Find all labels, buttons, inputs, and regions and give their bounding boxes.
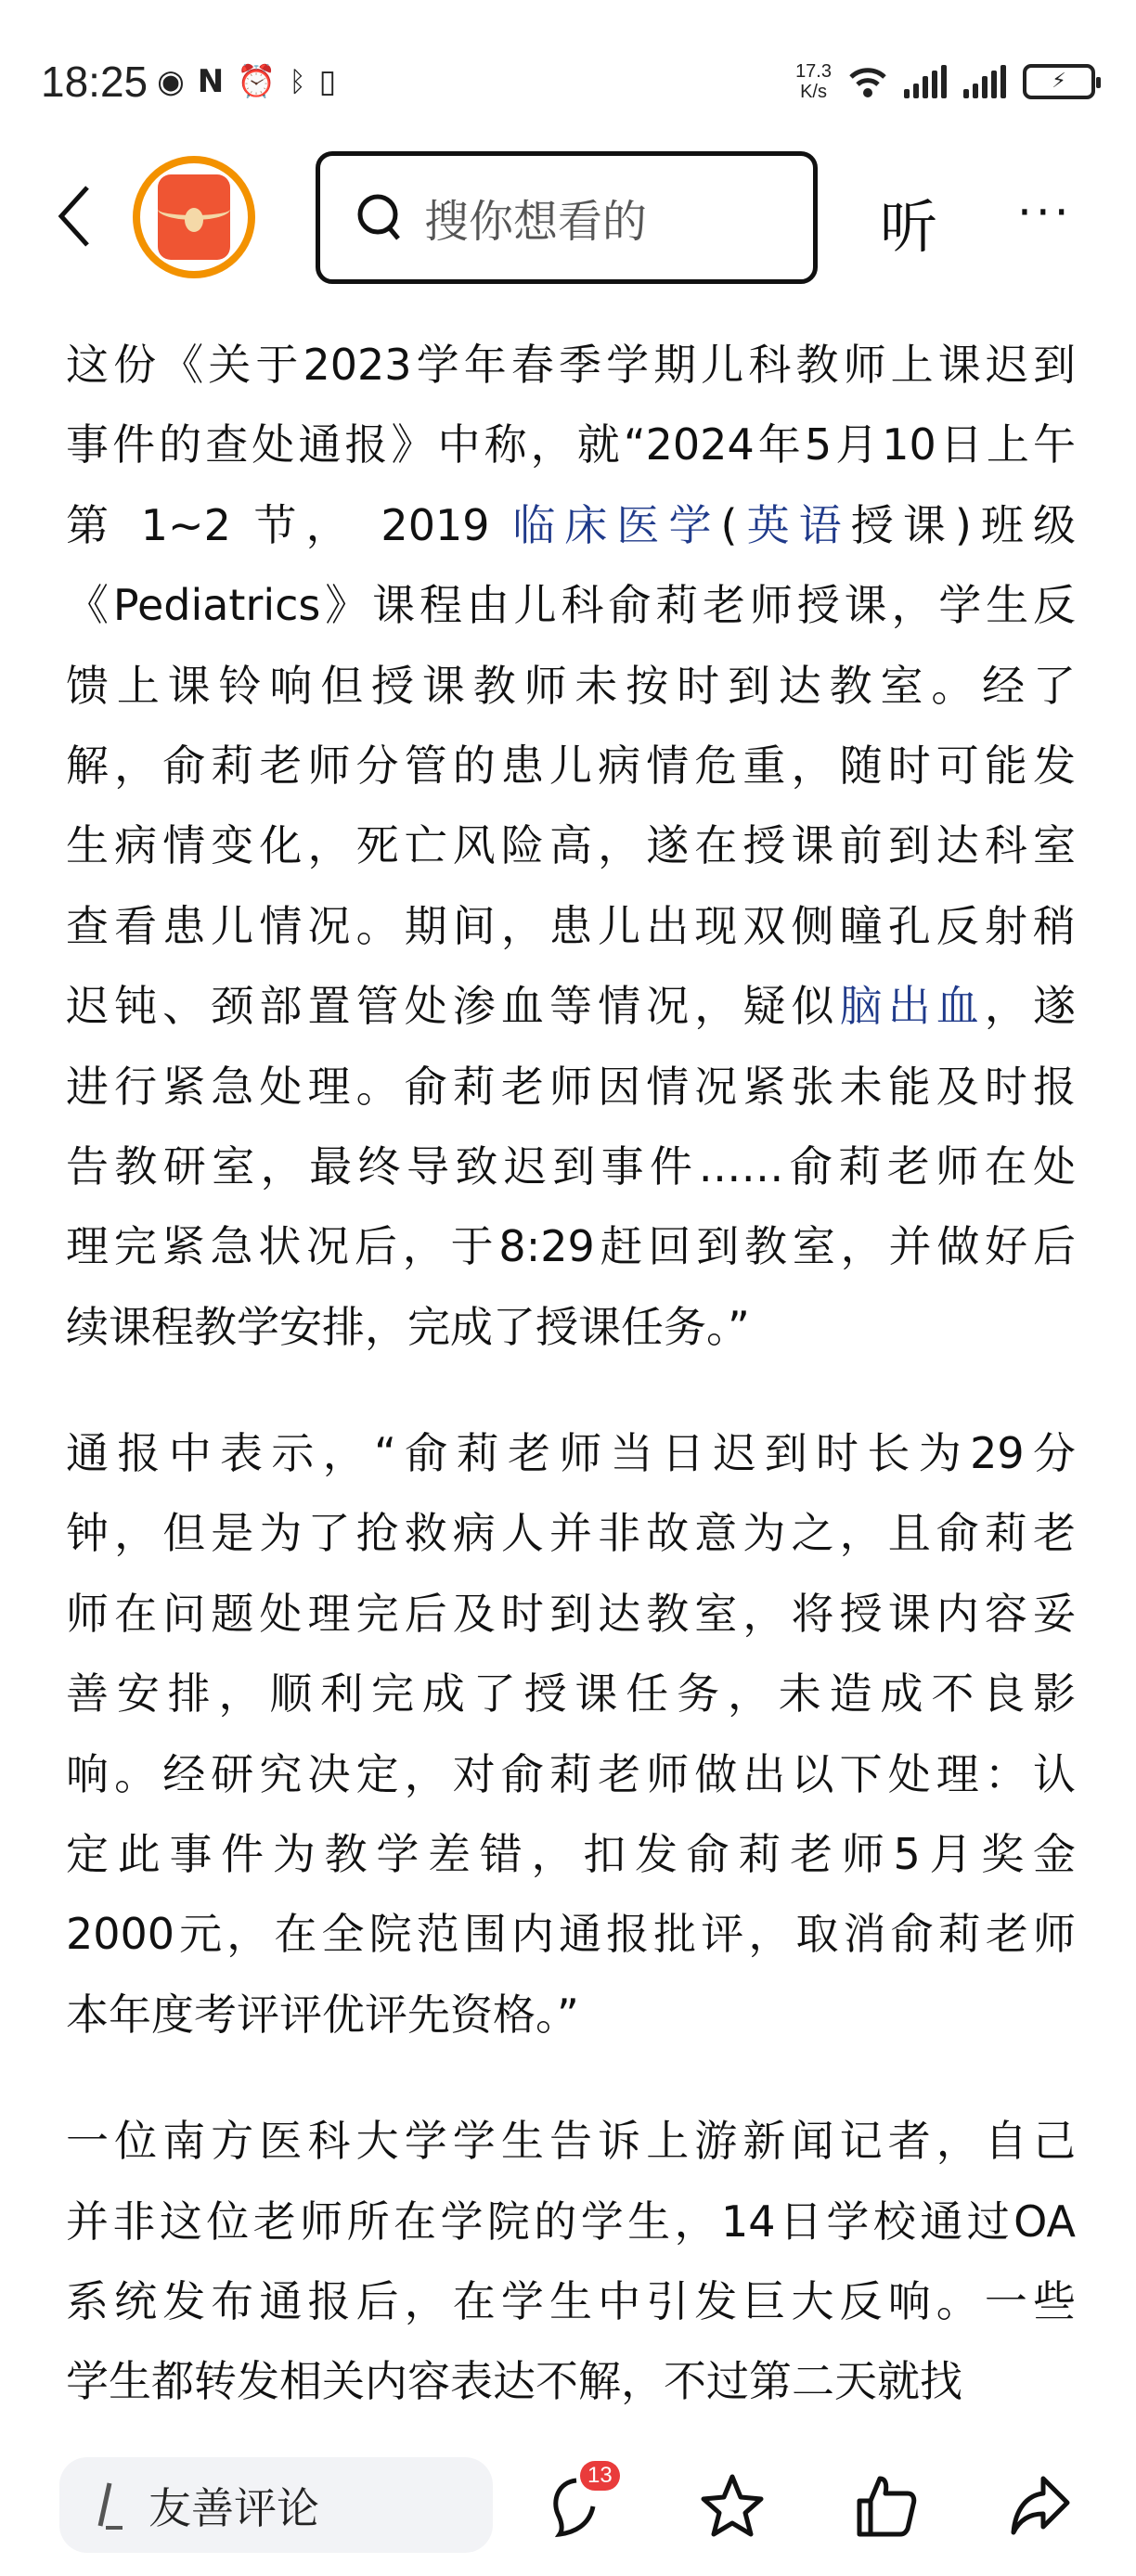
share-button[interactable]: [1003, 2468, 1078, 2543]
text-segment: 善安排，顺利完成了授课任务，未造成不良影: [66, 1668, 1076, 1719]
pen-icon: [97, 2479, 124, 2531]
text-segment: 进行紧急处理。俞莉老师因情况紧张未能及时报: [66, 1061, 1076, 1112]
text-line: [66, 1734, 1076, 1814]
battery-icon: ⚡: [1023, 64, 1095, 99]
text-line: [66, 1127, 1076, 1206]
text-line: [66, 485, 1076, 565]
text-segment: 授课)班级: [850, 499, 1077, 550]
wifi-icon: [848, 64, 887, 99]
text-line: [66, 1894, 1076, 1974]
text-line: [66, 1814, 1076, 1894]
article-paragraph: [66, 325, 1076, 1367]
text-line: [66, 805, 1076, 885]
text-line: [66, 2182, 1076, 2261]
app-logo-red-envelope[interactable]: [133, 156, 255, 278]
eye-icon: ◉: [157, 63, 185, 100]
text-line: [66, 325, 1076, 405]
listen-button[interactable]: 听: [880, 193, 938, 261]
comments-button[interactable]: [541, 2463, 615, 2543]
status-bar: [41, 54, 1095, 109]
like-button[interactable]: [849, 2468, 923, 2543]
nfc-icon: N: [197, 63, 225, 100]
back-button[interactable]: [54, 184, 95, 249]
text-segment: 学生都转发相关内容表达不解，不过第二天就找: [66, 2356, 962, 2407]
text-segment: 系统发布通报后，在学生中引发巨大反响。一些: [66, 2275, 1076, 2326]
text-segment: ，遂: [984, 981, 1077, 1032]
search-placeholder: 搜你想看的: [424, 196, 648, 248]
text-segment: 事件的查处通报》中称，就“2024年5月10日上午: [66, 419, 1076, 470]
text-segment: 续课程教学安排，完成了授课任务。”: [66, 1301, 750, 1352]
comment-placeholder: 友善评论: [148, 2482, 319, 2533]
more-options-button[interactable]: ···: [1017, 186, 1073, 239]
signal-icon-2: [963, 65, 1006, 98]
text-segment: 馈上课铃响但授课教师未按时到达教室。经了: [66, 660, 1076, 711]
comment-input[interactable]: [59, 2457, 493, 2553]
comment-count-badge: 13: [580, 2461, 620, 2491]
keyword-link[interactable]: 临床医学: [512, 499, 721, 550]
article-body: [66, 325, 1076, 2468]
text-line: [66, 405, 1076, 484]
article-paragraph: [66, 2101, 1076, 2422]
text-line: [66, 1206, 1076, 1286]
text-segment: 解，俞莉老师分管的患儿病情危重，随时可能发: [66, 740, 1076, 791]
search-input[interactable]: [316, 151, 818, 284]
text-segment: 2000元，在全院范围内通报批评，取消俞莉老师: [66, 1909, 1076, 1960]
text-segment: 《Pediatrics》课程由儿科俞莉老师授课，学生反: [66, 580, 1076, 631]
red-envelope-icon: [158, 174, 230, 260]
text-line: [66, 1413, 1076, 1493]
text-line: [66, 2261, 1076, 2341]
keyword-link[interactable]: 英语: [737, 499, 851, 550]
text-segment: 本年度考评评优评先资格。”: [66, 1989, 579, 2040]
signal-icon-1: [904, 65, 947, 98]
text-line: [66, 646, 1076, 726]
thumbs-up-icon: [854, 2473, 919, 2538]
text-line: [66, 966, 1076, 1046]
text-line: [66, 1287, 1076, 1367]
text-segment: 这份《关于2023学年春季学期儿科教师上课迟到: [66, 340, 1076, 390]
text-segment: 迟钝、颈部置管处渗血等情况，疑似: [66, 981, 840, 1032]
text-segment: (: [720, 499, 738, 550]
text-line: [66, 2341, 1076, 2421]
keyword-link[interactable]: 脑出血: [839, 981, 985, 1032]
text-line: [66, 886, 1076, 966]
text-segment: 告教研室，最终导致迟到事件……俞莉老师在处: [66, 1140, 1076, 1191]
text-line: [66, 2101, 1076, 2181]
share-arrow-icon: [1008, 2473, 1073, 2538]
text-segment: 第 1~2 节， 2019: [66, 499, 513, 550]
text-segment: 响。经研究决定，对俞莉老师做出以下处理：认: [66, 1748, 1076, 1799]
text-segment: 查看患儿情况。期间，患儿出现双侧瞳孔反射稍: [66, 900, 1076, 951]
text-line: [66, 1574, 1076, 1654]
search-icon: [355, 192, 404, 244]
text-segment: 师在问题处理完后及时到达教室，将授课内容妥: [66, 1588, 1076, 1639]
favorite-button[interactable]: [695, 2468, 769, 2543]
text-segment: 通报中表示，“俞莉老师当日迟到时长为29分: [66, 1428, 1076, 1479]
vibrate-icon: ▯: [318, 63, 337, 100]
net-speed-value: 17.3: [795, 61, 832, 82]
article-paragraph: [66, 1413, 1076, 2054]
text-line: [66, 1975, 1076, 2054]
text-segment: 理完紧急状况后，于8:29赶回到教室，并做好后: [66, 1221, 1076, 1272]
net-speed: [795, 61, 832, 102]
net-speed-unit: K/s: [800, 82, 827, 102]
text-segment: 一位南方医科大学学生告诉上游新闻记者，自己: [66, 2116, 1076, 2167]
text-line: [66, 1654, 1076, 1733]
text-line: [66, 565, 1076, 645]
text-line: [66, 726, 1076, 805]
star-icon: [700, 2473, 765, 2538]
bluetooth-icon: ᛒ: [289, 65, 306, 98]
alarm-icon: ⏰: [237, 63, 277, 100]
text-segment: 生病情变化，死亡风险高，遂在授课前到达科室: [66, 820, 1076, 871]
text-line: [66, 1493, 1076, 1573]
text-segment: 并非这位老师所在学院的学生，14日学校通过OA: [66, 2196, 1076, 2247]
text-line: [66, 1047, 1076, 1127]
text-segment: 钟，但是为了抢救病人并非故意为之，且俞莉老: [66, 1508, 1076, 1559]
clock: 18:25: [41, 58, 148, 106]
text-segment: 定此事件为教学差错，扣发俞莉老师5月奖金: [66, 1829, 1076, 1880]
